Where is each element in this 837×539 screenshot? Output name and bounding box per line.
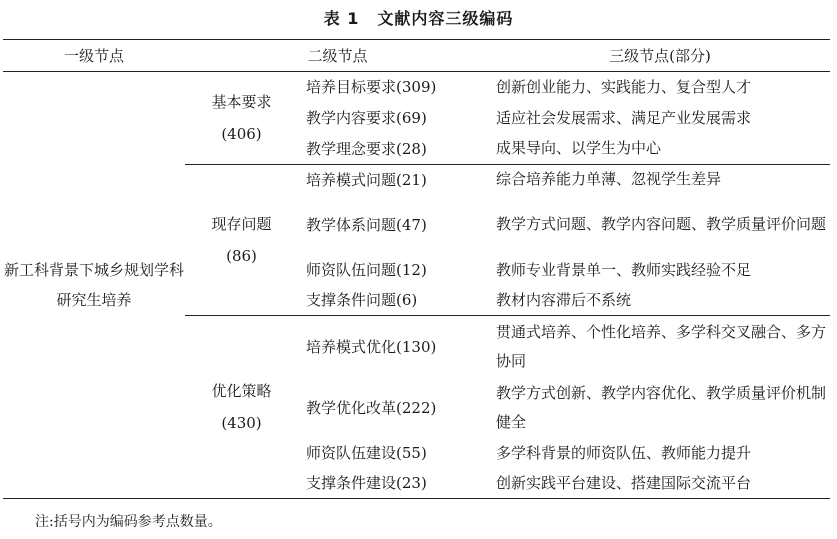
table-title: 文献内容三级编码	[377, 9, 514, 28]
level2-node: 培养模式问题(21)	[306, 170, 427, 189]
level3-detail: 多学科背景的师资队伍、教师能力提升	[496, 443, 752, 462]
header-level1: 一级节点	[3, 40, 185, 72]
level3-detail: 适应社会发展需求、满足产业发展需求	[496, 108, 752, 127]
coding-table	[3, 39, 830, 499]
level2-node: 培养目标要求(309)	[306, 78, 437, 97]
group-name: 现存问题	[211, 215, 272, 233]
level2-group	[185, 316, 298, 499]
level3-detail: 教师专业背景单一、教师实践经验不足	[496, 260, 752, 279]
level2-node: 教学理念要求(28)	[298, 134, 490, 165]
level2-node: 培养模式优化(130)	[306, 337, 437, 356]
header-level3: 三级节点(部分)	[490, 40, 830, 72]
group-name: 优化策略	[211, 382, 272, 400]
level2-node: 支撑条件问题(6)	[298, 286, 490, 316]
level2-node: 教学体系问题(47)	[306, 215, 427, 234]
header-level2: 二级节点	[185, 40, 490, 72]
header-row	[3, 40, 830, 72]
level2-node: 教学优化改革(222)	[306, 398, 437, 417]
level2-node: 支撑条件建设(23)	[298, 469, 490, 499]
table-row	[3, 72, 830, 103]
level3-detail: 成果导向、以学生为中心	[490, 134, 830, 165]
group-count: (406)	[221, 125, 262, 143]
table-note: 注:括号内为编码参考点数量。	[35, 514, 222, 530]
level3-detail: 创新实践平台建设、搭建国际交流平台	[490, 469, 830, 499]
table-caption	[0, 6, 837, 29]
level1-node: 新工科背景下城乡规划学科研究生培养	[3, 72, 185, 499]
group-count: (430)	[221, 414, 262, 432]
level3-detail: 综合培养能力单薄、忽视学生差异	[496, 170, 722, 189]
group-name: 基本要求	[211, 93, 272, 111]
level3-detail: 教学方式问题、教学内容问题、教学质量评价问题	[496, 215, 827, 233]
group-count: (86)	[226, 247, 257, 265]
level3-detail: 教材内容滞后不系统	[490, 286, 830, 316]
level3-detail: 创新创业能力、实践能力、复合型人才	[496, 77, 752, 96]
level2-node: 师资队伍建设(55)	[306, 444, 427, 462]
level2-group	[185, 165, 298, 316]
level2-node: 师资队伍问题(12)	[306, 261, 427, 279]
level3-detail: 贯通式培养、个性化培养、多学科交叉融合、多方协同	[496, 322, 827, 370]
level2-node: 教学内容要求(69)	[306, 109, 427, 127]
level2-group	[185, 72, 298, 165]
table-number: 表 1	[323, 9, 360, 28]
level3-detail: 教学方式创新、教学内容优化、教学质量评价机制健全	[496, 383, 827, 431]
